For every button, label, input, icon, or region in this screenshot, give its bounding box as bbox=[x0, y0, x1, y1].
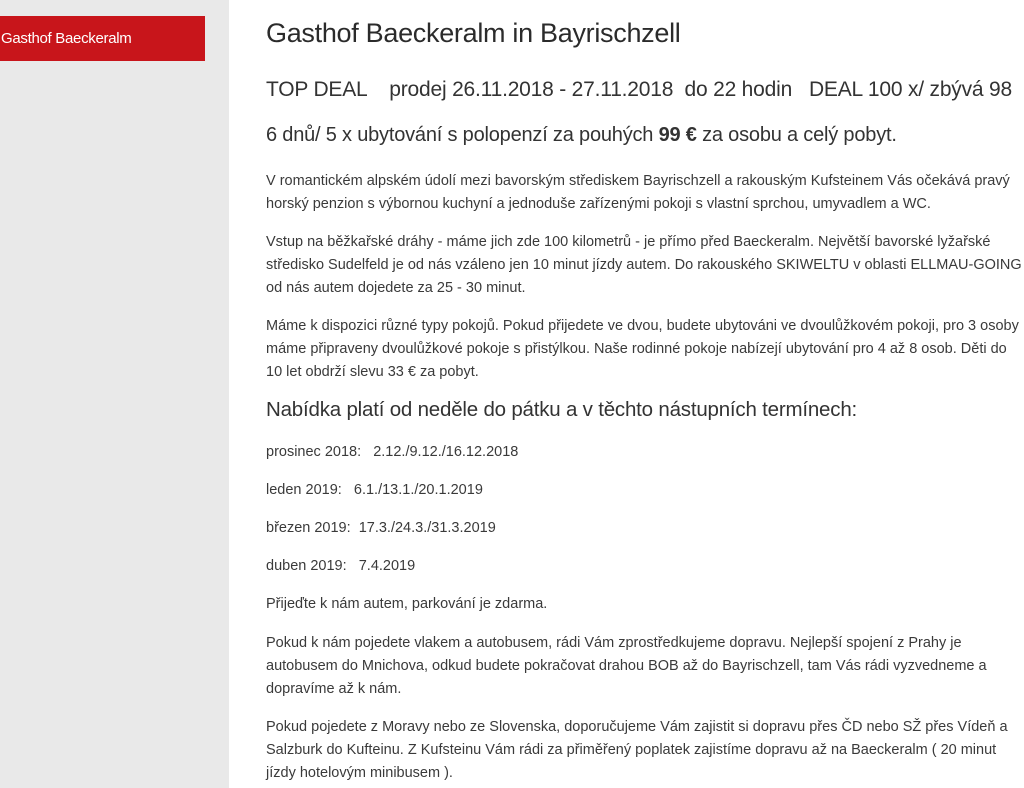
parking-note: Přijeďte k nám autem, parkování je zdarma. bbox=[266, 596, 548, 612]
sidebar-item-label: Gasthof Baeckeralm bbox=[1, 30, 132, 47]
offer-suffix: za osobu a celý pobyt. bbox=[696, 124, 897, 146]
offer-summary bbox=[266, 124, 897, 147]
transport-paragraph: Pokud k nám pojedete vlakem a autobusem, rádi Vám zprostředkujeme dopravu. Nejlepší spojení z Prahy je autobusem do Mnichova, odkud budete pokračovat drahou BOB až do Bayrischzell, tam Vás rádi vyzvedneme a dopravíme až k nám. bbox=[266, 635, 987, 697]
description-paragraph: Máme k dispozici různé typy pokojů. Pokud přijedete ve dvou, budete ubytováni ve dvoulůžkovém pokoji, pro 3 osoby máme připraveny dvoulůžkové pokoje s přistýlkou. Naše rodinné pokoje nabízejí ubytování pro 4 až 8 osob. Děti do 10 let obdrží slevu 33 € za pobyt. bbox=[266, 318, 1019, 380]
description-paragraph: Vstup na běžkařské dráhy - máme jich zde 100 kilometrů - je přímo před Baeckeralm. Největší bavorské lyžařské středisko Sudelfeld je od nás vzáleno jen 10 minut jízdy autem. Do rakouského SKIWELTU v oblasti ELLMAU-GOING od nás autem dojedete za 25 - 30 minut. bbox=[266, 234, 1022, 296]
date-row: březen 2019: 17.3./24.3./31.3.2019 bbox=[266, 520, 496, 536]
sidebar-item-gasthof-baeckeralm[interactable] bbox=[0, 16, 205, 61]
sidebar bbox=[0, 0, 229, 788]
date-row: duben 2019: 7.4.2019 bbox=[266, 558, 416, 574]
offer-price: 99 € bbox=[658, 124, 697, 146]
date-row: prosinec 2018: 2.12./9.12./16.12.2018 bbox=[266, 444, 519, 460]
deal-info: TOP DEAL prodej 26.11.2018 - 27.11.2018 do 22 hodin DEAL 100 x/ zbývá 98 bbox=[266, 78, 1012, 101]
description-paragraph: V romantickém alpském údolí mezi bavorským střediskem Bayrischzell a rakouským Kufsteinem Vás očekává pravý horský penzion s výbornou kuchyní a jednoduše zařízenými pokoji s vlastní sprchou, umyvadlem a WC. bbox=[266, 173, 1010, 212]
dates-heading: Nabídka platí od neděle do pátku a v těchto nástupních termínech: bbox=[266, 398, 858, 421]
offer-prefix: 6 dnů/ 5 x ubytování s polopenzí za pouhých bbox=[266, 124, 659, 146]
date-row: leden 2019: 6.1./13.1./20.1.2019 bbox=[266, 482, 483, 498]
transport-paragraph: Pokud pojedete z Moravy nebo ze Slovenska, doporučujeme Vám zajistit si dopravu přes ČD nebo SŽ přes Vídeň a Salzburk do Kufteinu. Z Kufsteinu Vám rádi za přiměřený poplatek zajistíme dopravu až na Baeckeralm ( 20 minut jízdy hotelovým minibusem ). bbox=[266, 719, 1008, 781]
page-title: Gasthof Baeckeralm in Bayrischzell bbox=[266, 18, 681, 48]
